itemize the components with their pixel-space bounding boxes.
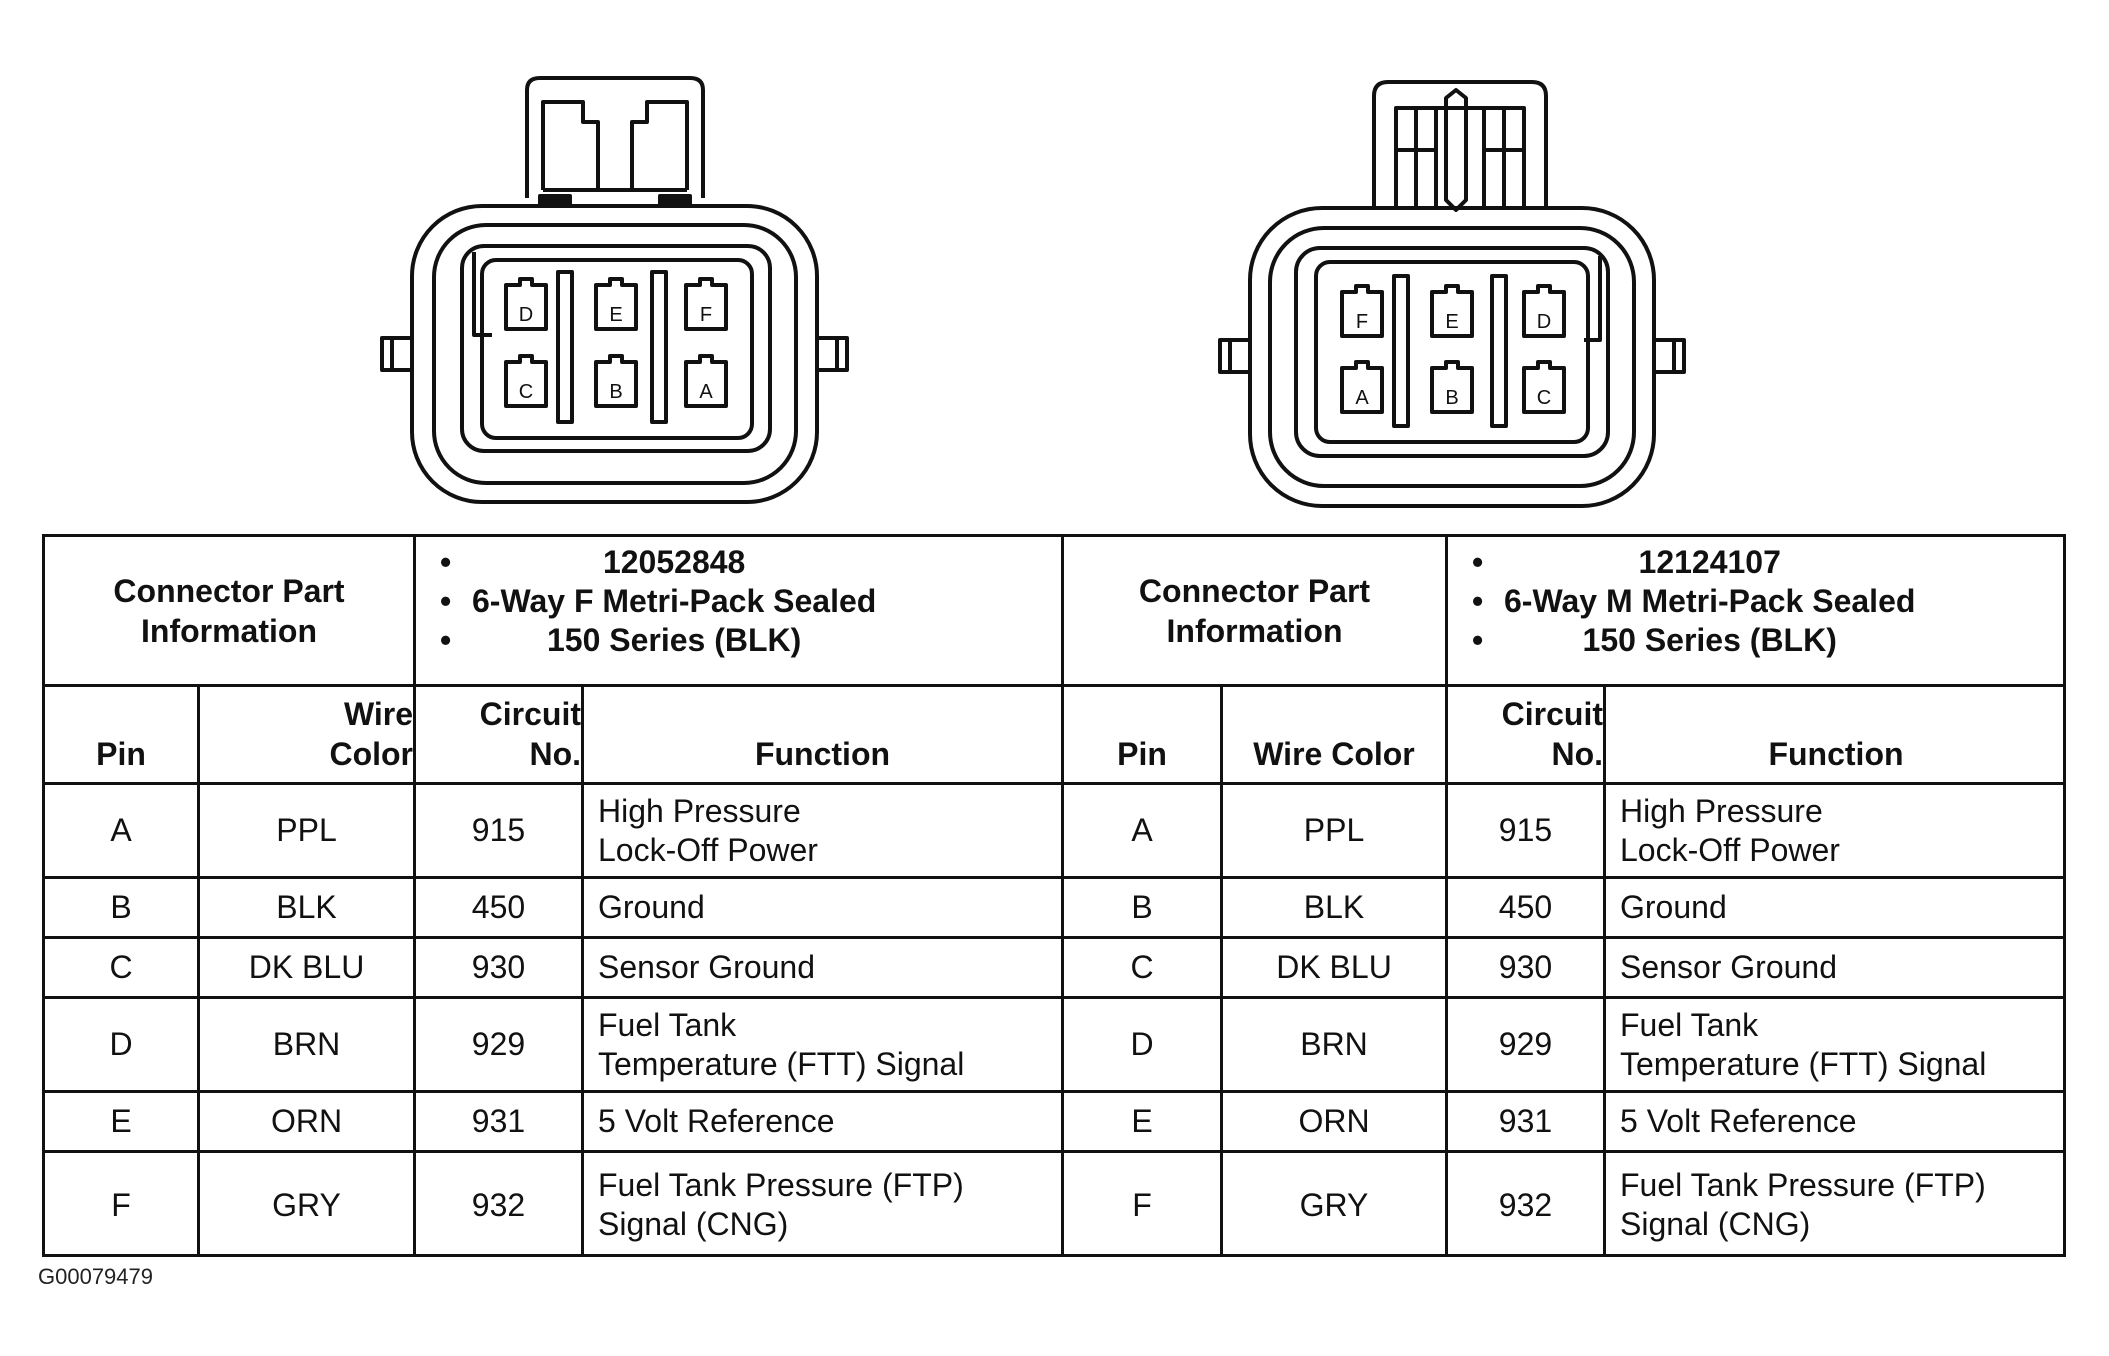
right-row-F-circuit: 932 xyxy=(1445,1153,1603,1257)
right-row-E-wire: ORN xyxy=(1220,1093,1445,1153)
left-row-E-function xyxy=(581,1093,1061,1153)
left-description-line2-item xyxy=(472,621,876,660)
right-col-pin xyxy=(1064,687,1220,785)
left-row-B-function xyxy=(581,879,1061,939)
right-row-F-function-line-1: Fuel Tank Pressure (FTP) xyxy=(1620,1167,1986,1203)
left-row-D-function-text xyxy=(598,1006,964,1084)
right-row-C-function-text xyxy=(1620,948,1837,987)
right-row-F-function xyxy=(1603,1153,2066,1257)
left-pin-label-bottom-1: B xyxy=(609,381,623,403)
left-row-F-pin: F xyxy=(111,1186,131,1223)
right-row-C-function-line-1: Sensor Ground xyxy=(1620,949,1838,985)
left-pin-label-top-1: E xyxy=(609,304,623,326)
left-row-D-function-line-2: Temperature (FTT) Signal xyxy=(598,1045,965,1082)
right-row-C-function xyxy=(1603,939,2066,999)
pinout-table xyxy=(42,534,2066,1257)
right-row-A-function-line-2: Lock-Off Power xyxy=(1620,831,1840,868)
right-pin-label-top-0: F xyxy=(1355,311,1369,333)
right-row-B-function xyxy=(1603,879,2066,939)
right-connector-face xyxy=(1220,82,1684,506)
right-col-circuit-label-1: Circuit xyxy=(1501,696,1603,732)
right-row-B-function-line-1: Ground xyxy=(1620,889,1727,925)
right-description-line1: • 6-Way M Metri-Pack Sealed xyxy=(1504,582,1915,621)
left-pin-label-bottom-2: A xyxy=(699,381,713,403)
left-pin-label-top-0: D xyxy=(518,304,534,326)
right-row-A-wire: PPL xyxy=(1220,785,1445,879)
left-row-A-circuit: 915 xyxy=(413,785,581,879)
left-row-F-function-text xyxy=(598,1166,964,1244)
left-col-function xyxy=(581,687,1061,785)
right-pin-label-top-2: D xyxy=(1536,311,1552,333)
right-row-C-pin: C xyxy=(1064,939,1220,999)
left-row-A-function-line-2: Lock-Off Power xyxy=(598,831,818,868)
left-part-spec-cell xyxy=(413,537,1061,687)
right-row-F-function-text xyxy=(1620,1166,1986,1244)
right-row-A-function xyxy=(1603,785,2066,879)
right-part-number: • 12124107 xyxy=(1504,543,1915,582)
right-row-D-function-text xyxy=(1620,1006,1986,1084)
right-pin-label-bottom-1: B xyxy=(1445,387,1459,409)
right-row-E-function-line-1: 5 Volt Reference xyxy=(1620,1103,1857,1139)
right-col-wire-color xyxy=(1220,687,1445,785)
left-row-D-pin: D xyxy=(45,999,197,1093)
left-description-line2: 150 Series (BLK) xyxy=(546,622,802,658)
left-row-D-wire: BRN xyxy=(197,999,413,1093)
right-row-D-function-line-2: Temperature (FTT) Signal xyxy=(1620,1045,1987,1082)
right-col-function xyxy=(1603,687,2066,785)
left-row-A-function-text xyxy=(598,792,818,870)
right-row-D-wire: BRN xyxy=(1220,999,1445,1093)
left-row-C-circuit: 930 xyxy=(413,939,581,999)
left-row-E-wire: ORN xyxy=(197,1093,413,1153)
left-row-C-pin: C xyxy=(45,939,197,999)
right-row-A-function-text xyxy=(1620,792,1840,870)
right-row-B-function-text xyxy=(1620,888,1727,927)
right-col-circuit xyxy=(1445,687,1603,785)
right-row-F-wire: GRY xyxy=(1220,1153,1445,1257)
left-col-function-label: Function xyxy=(754,736,891,772)
left-col-wire-color xyxy=(197,687,413,785)
left-row-F-function-line-1: Fuel Tank Pressure (FTP) xyxy=(598,1167,964,1203)
left-row-D-circuit: 929 xyxy=(413,999,581,1093)
right-row-D-pin: D xyxy=(1064,999,1220,1093)
right-row-E-circuit: 931 xyxy=(1445,1093,1603,1153)
left-row-B-function-text xyxy=(598,888,705,927)
left-row-E-pin: E xyxy=(45,1093,197,1153)
right-pin-label-bottom-2: C xyxy=(1536,387,1552,409)
left-part-number: • 12052848 xyxy=(472,543,876,582)
right-connector-table xyxy=(1061,537,2066,1254)
left-row-A-function xyxy=(581,785,1061,879)
left-row-D-function xyxy=(581,999,1061,1093)
left-row-C-wire: DK BLU xyxy=(197,939,413,999)
right-pin-label-top-1: E xyxy=(1445,311,1459,333)
left-header-label-cell xyxy=(45,537,413,687)
right-part-spec-cell xyxy=(1445,537,2066,687)
left-col-pin-label: Pin xyxy=(96,736,146,772)
left-row-A-function-line-1: High Pressure xyxy=(598,792,801,829)
right-row-A-circuit: 915 xyxy=(1445,785,1603,879)
right-header-label-cell xyxy=(1064,537,1445,687)
right-row-E-pin: E xyxy=(1064,1093,1220,1153)
right-row-A-pin: A xyxy=(1064,785,1220,879)
left-col-circuit-label-1: Circuit xyxy=(479,696,581,732)
right-row-D-function-line-1: Fuel Tank xyxy=(1620,1006,1759,1043)
left-header-label: Connector Part Information xyxy=(113,572,345,649)
left-row-C-function-text xyxy=(598,948,815,987)
right-col-function-label: Function xyxy=(1768,736,1904,772)
left-row-C-function xyxy=(581,939,1061,999)
left-part-spec-list xyxy=(472,543,876,660)
right-col-wire-label: Wire Color xyxy=(1253,736,1415,772)
left-connector-face xyxy=(382,78,847,502)
right-row-B-wire: BLK xyxy=(1220,879,1445,939)
right-header-label: Connector Part Information xyxy=(1138,572,1371,649)
left-pin-label-top-2: F xyxy=(699,304,713,326)
left-row-E-circuit: 931 xyxy=(413,1093,581,1153)
right-row-C-circuit: 930 xyxy=(1445,939,1603,999)
left-row-F-wire: GRY xyxy=(197,1153,413,1257)
left-row-E-function-text xyxy=(598,1102,835,1141)
right-pin-label-bottom-0: A xyxy=(1355,387,1369,409)
right-row-A-function-line-1: High Pressure xyxy=(1620,792,1823,829)
right-row-D-circuit: 929 xyxy=(1445,999,1603,1093)
right-row-E-function xyxy=(1603,1093,2066,1153)
right-row-E-function-text xyxy=(1620,1102,1857,1141)
left-row-B-pin: B xyxy=(45,879,197,939)
left-row-F-circuit: 932 xyxy=(413,1153,581,1257)
right-col-circuit-label-2: No. xyxy=(1551,736,1603,772)
left-pin-label-bottom-0: C xyxy=(518,381,534,403)
left-row-B-function-line-1: Ground xyxy=(598,889,705,925)
left-row-F-function-line-2: Signal (CNG) xyxy=(598,1206,789,1242)
right-row-B-pin: B xyxy=(1064,879,1220,939)
left-row-D-function-line-1: Fuel Tank xyxy=(598,1006,737,1043)
left-col-wire-label-2: Color xyxy=(329,736,413,772)
right-row-B-circuit: 450 xyxy=(1445,879,1603,939)
left-row-A-pin: A xyxy=(45,785,197,879)
left-row-B-circuit: 450 xyxy=(413,879,581,939)
right-row-F-function-line-2: Signal (CNG) xyxy=(1620,1206,1811,1242)
right-row-D-function xyxy=(1603,999,2066,1093)
left-col-wire-label-1: Wire xyxy=(343,696,413,732)
left-row-F-function xyxy=(581,1153,1061,1257)
left-row-B-wire: BLK xyxy=(197,879,413,939)
right-description-line2-item xyxy=(1504,621,1915,660)
left-col-circuit xyxy=(413,687,581,785)
left-row-E-function-line-1: 5 Volt Reference xyxy=(598,1103,835,1139)
right-description-line2: 150 Series (BLK) xyxy=(1582,622,1837,658)
figure-id: G00079479 xyxy=(38,1264,153,1289)
left-col-circuit-label-2: No. xyxy=(529,736,581,772)
left-description-line1: • 6-Way F Metri-Pack Sealed xyxy=(472,582,876,621)
left-row-A-wire: PPL xyxy=(197,785,413,879)
connector-drawings xyxy=(0,0,2109,520)
left-col-pin xyxy=(45,687,197,785)
right-col-pin-label: Pin xyxy=(1117,736,1167,772)
left-connector-table xyxy=(45,537,1061,1254)
right-part-spec-list xyxy=(1504,543,1915,660)
right-row-F-pin: F xyxy=(1132,1186,1152,1223)
right-row-C-wire: DK BLU xyxy=(1220,939,1445,999)
left-row-C-function-line-1: Sensor Ground xyxy=(598,949,816,985)
